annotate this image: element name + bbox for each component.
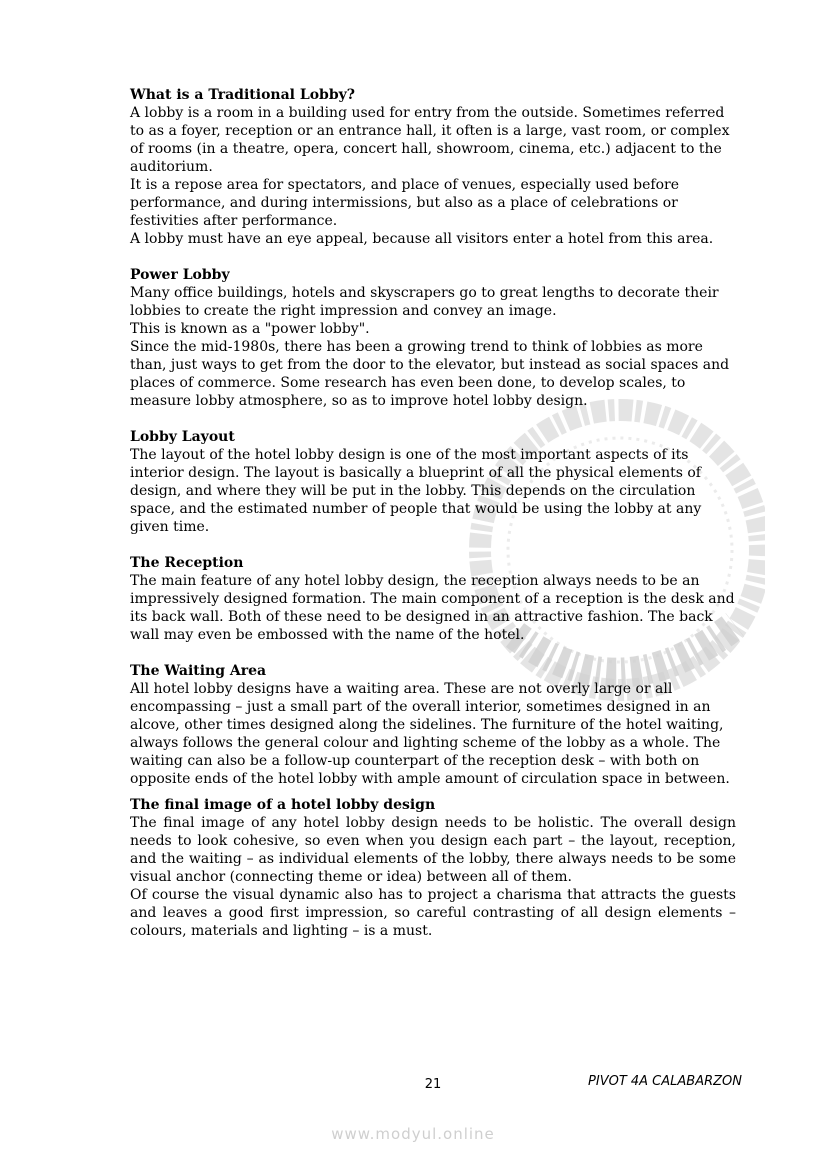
paragraph: The main feature of any hotel lobby design, the reception always needs to be an impressively designed formation. The main component of a reception is the desk and its back wall. Both of these need to be designed in an attractive fashion. The back wall may even be embossed with the name of the hotel. <box>130 573 735 643</box>
section-lobby-layout <box>130 428 736 536</box>
watermark-text: www.modyul.online <box>331 1125 495 1143</box>
paragraph: The layout of the hotel lobby design is one of the most important aspects of its interior design. The layout is basically a blueprint of all the physical elements of design, and where they will be put in the lobby. This depends on the circulation space, and the estimated number of people that would be using the lobby at any given time. <box>130 447 702 535</box>
section-final-image <box>130 796 736 940</box>
section-reception <box>130 554 736 644</box>
section-heading: The Waiting Area <box>130 663 267 679</box>
paragraph: Many office buildings, hotels and skyscrapers go to great lengths to decorate their lobbies to create the right impression and convey an image. <box>130 285 719 319</box>
paragraph: Of course the visual dynamic also has to project a charisma that attracts the guests and leaves a good first impression, so careful contrasting of all design elements – colours, materials and lighting – is a must. <box>130 887 736 939</box>
section-power-lobby <box>130 266 736 410</box>
paragraph: Since the mid-1980s, there has been a growing trend to think of lobbies as more than, just ways to get from the door to the elevator, but instead as social spaces and places of commerce. Some research has even been done, to develop scales, to measure lobby atmosphere, so as to improve hotel lobby design. <box>130 339 730 409</box>
section-heading: Power Lobby <box>130 267 230 283</box>
section-waiting-area <box>130 662 736 788</box>
section-heading: The Reception <box>130 555 244 571</box>
paragraph: All hotel lobby designs have a waiting area. These are not overly large or all encompassing – just a small part of the overall interior, sometimes designed in an alcove, other times designed along the sidelines. The furniture of the hotel waiting, always follows the general colour and lighting scheme of the lobby as a whole. The waiting can also be a follow-up counterpart of the reception desk – with both on opposite ends of the hotel lobby with ample amount of circulation space in between. <box>130 681 730 787</box>
page-number: 21 <box>424 1077 442 1092</box>
section-heading: The final image of a hotel lobby design <box>130 797 436 813</box>
paragraph: A lobby is a room in a building used for entry from the outside. Sometimes referred to as a foyer, reception or an entrance hall, it often is a large, vast room, or complex of rooms (in a theatre, opera, concert hall, showroom, cinema, etc.) adjacent to the auditorium. <box>130 105 730 175</box>
paragraph: The final image of any hotel lobby design needs to be holistic. The overall design needs to look cohesive, so even when you design each part – the layout, reception, and the waiting – as individual elements of the lobby, there always needs to be some visual anchor (connecting theme or idea) between all of them. <box>130 815 736 885</box>
section-traditional-lobby <box>130 86 736 248</box>
section-heading: What is a Traditional Lobby? <box>130 87 355 103</box>
document-body <box>130 86 736 958</box>
paragraph: A lobby must have an eye appeal, because all visitors enter a hotel from this area. <box>130 231 714 247</box>
paragraph: It is a repose area for spectators, and place of venues, especially used before performance, and during intermissions, but also as a place of celebrations or festivities after performance. <box>130 177 679 229</box>
footer-label: PIVOT 4A CALABARZON <box>588 1074 742 1089</box>
section-heading: Lobby Layout <box>130 429 235 445</box>
paragraph: This is known as a "power lobby". <box>130 321 370 337</box>
